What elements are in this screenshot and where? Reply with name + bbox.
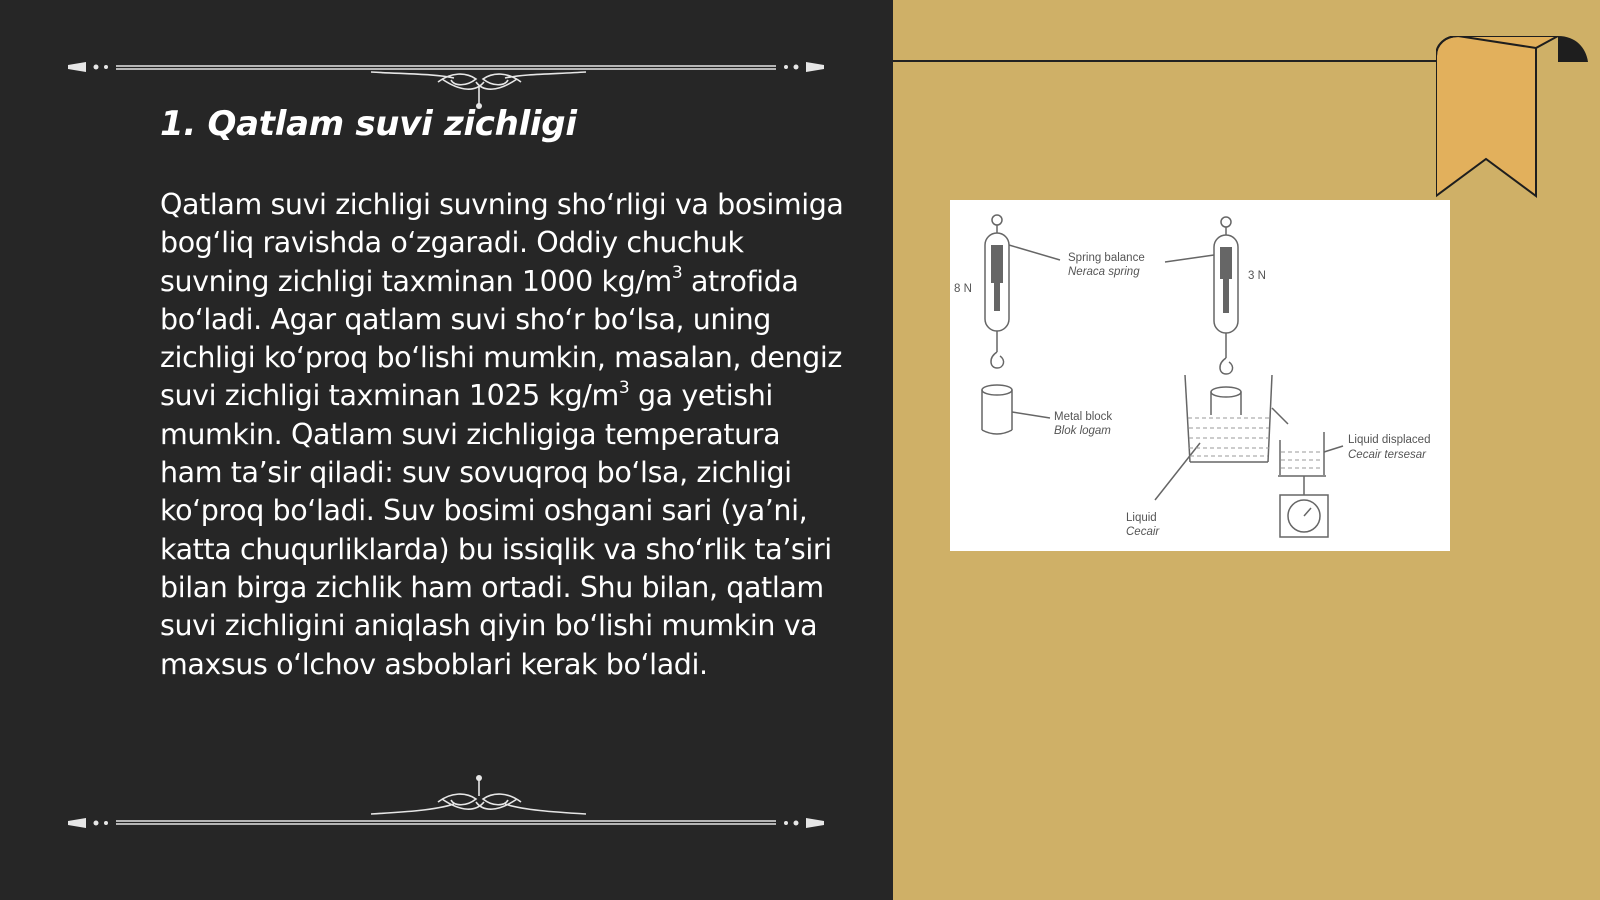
reading-left: 8 N (954, 283, 972, 295)
label-liquid-displaced: Liquid displaced (1348, 434, 1431, 446)
body-text-part: atrofida bo‘ladi. Agar qatlam suvi sho‘r bo‘lsa, uning zichligi ko‘proq bo‘lishi mumkin, masalan, dengiz suvi zichligi taxminan 1025 kg/m (160, 264, 842, 413)
label-metal-block: Metal block (1054, 411, 1113, 423)
bookmark-ribbon (1436, 36, 1600, 198)
label-blok-logam: Blok logam (1054, 425, 1111, 437)
spring-balance-diagram (950, 200, 1450, 551)
slide-body-text (160, 186, 850, 684)
superscript-3: 3 (618, 377, 630, 398)
body-text-part: ga yetishi mumkin. Qatlam suvi zichligiga temperatura ham ta’sir qiladi: suv sovuqroq bo‘lsa, zichligi ko‘proq bo‘ladi. Suv bosimi oshgani sari (ya’ni, katta chuqurliklarda) bu issiqlik va sho‘rlik ta’siri bilan birga zichlik ham ortadi. Shu bilan, qatlam suvi zichligini aniqlash qiyin bo‘lishi mumkin va maxsus o‘lchov asboblari kerak bo‘ladi. (160, 379, 832, 681)
label-spring-balance: Spring balance (1068, 252, 1145, 264)
slide-title: 1. Qatlam suvi zichligi (160, 104, 577, 144)
bottom-ornament-divider (66, 772, 826, 832)
header-rule-line (893, 60, 1438, 62)
label-liquid: Liquid (1126, 512, 1157, 524)
reading-right: 3 N (1248, 270, 1266, 282)
top-ornament-divider (66, 52, 826, 112)
label-cecair: Cecair (1126, 526, 1160, 538)
label-neraca-spring: Neraca spring (1068, 266, 1140, 278)
label-cecair-tersesar: Cecair tersesar (1348, 449, 1426, 461)
body-text-part: Qatlam suvi zichligi suvning sho‘rligi va bosimiga bog‘liq ravishda o‘zgaradi. Oddiy chuchuk suvning zichligi taxminan 1000 kg/m (160, 188, 844, 298)
superscript-3: 3 (671, 263, 683, 284)
